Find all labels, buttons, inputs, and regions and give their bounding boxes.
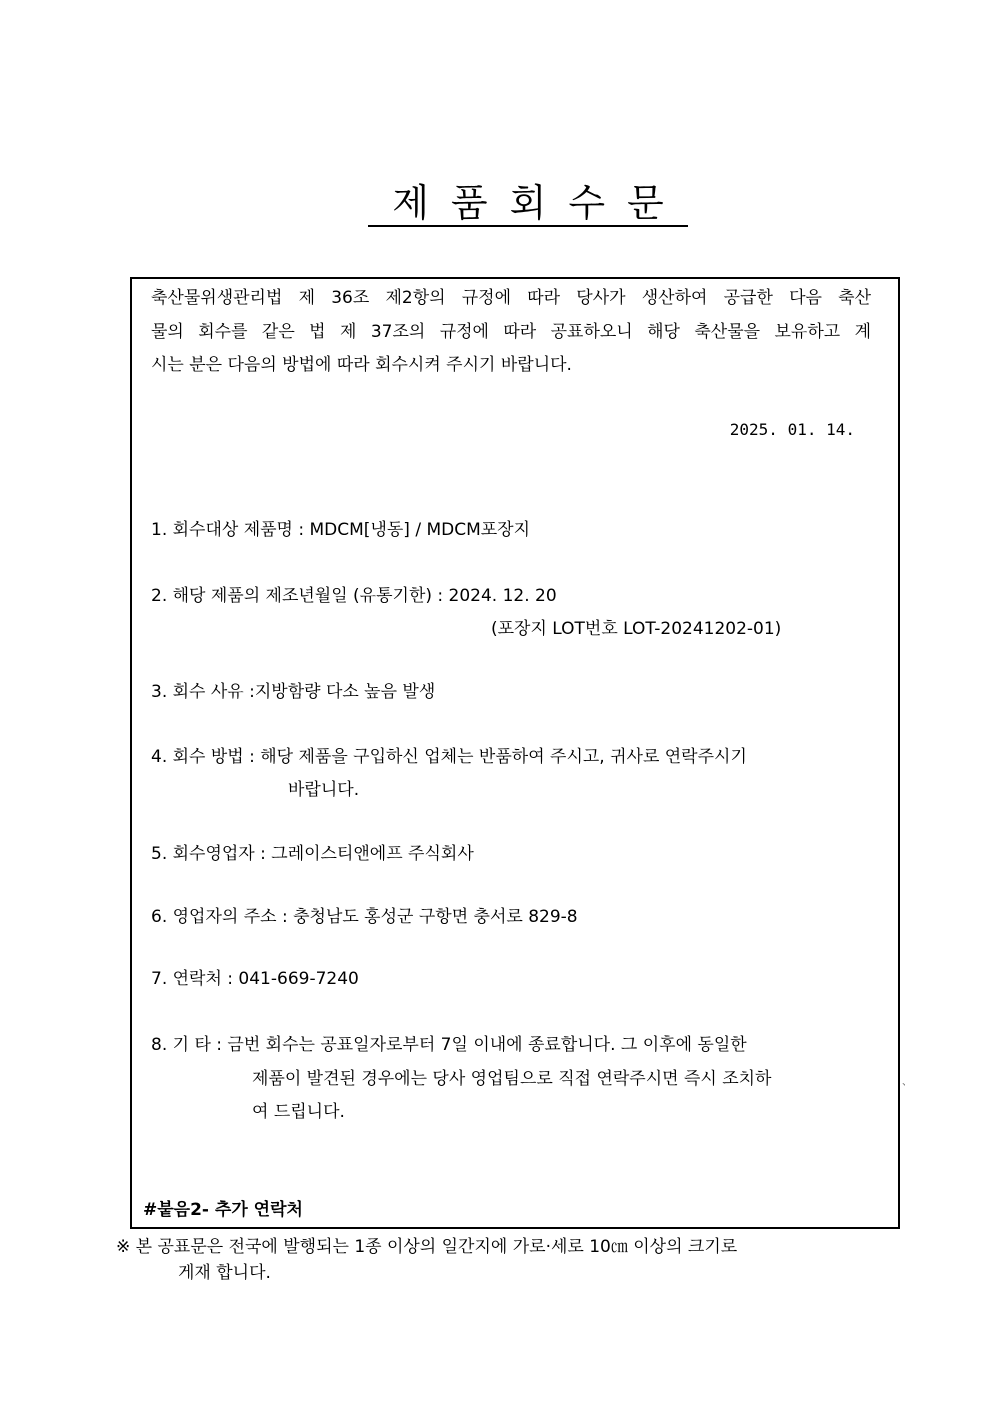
item-8-line-2: 제품이 발견된 경우에는 당사 영업팀으로 직접 연락주시면 즉시 조치하 [252, 1069, 772, 1089]
item-4-line-2: 바랍니다. [288, 780, 360, 800]
item-1: 1. 회수대상 제품명 : MDCM[냉동] / MDCM포장지 [151, 520, 531, 540]
intro-line-1: 축산물위생관리법 제 36조 제2항의 규정에 따라 당사가 생산하여 공급한 다음 축산 [151, 288, 871, 308]
item-2-line-1: 2. 해당 제품의 제조년월일 (유통기한) : 2024. 12. 20 [151, 586, 557, 606]
footnote-line-1: ※ 본 공표문은 전국에 발행되는 1종 이상의 일간지에 가로·세로 10㎝ 이상의 크기로 [116, 1237, 738, 1257]
intro-line-2: 물의 회수를 같은 법 제 37조의 규정에 따라 공표하오니 해당 축산물을 보유하고 계 [151, 322, 871, 342]
attachment-label: #붙음2- 추가 연락처 [143, 1200, 303, 1220]
item-6: 6. 영업자의 주소 : 충청남도 홍성군 구항면 충서로 829-8 [151, 907, 578, 927]
footnote-line-2: 게재 합니다. [178, 1263, 271, 1283]
title-underline [368, 225, 688, 227]
item-2-line-2: (포장지 LOT번호 LOT-20241202-01) [491, 619, 782, 639]
stray-mark: 、 [902, 1077, 912, 1088]
item-8-line-3: 여 드립니다. [252, 1102, 345, 1122]
intro-line-3: 시는 분은 다음의 방법에 따라 회수시켜 주시기 바랍니다. [151, 355, 572, 375]
item-3: 3. 회수 사유 :지방함량 다소 높음 발생 [151, 682, 436, 702]
page-title [368, 180, 688, 226]
item-7: 7. 연락처 : 041-669-7240 [151, 969, 359, 989]
item-4-line-1: 4. 회수 방법 : 해당 제품을 구입하신 업체는 반품하여 주시고, 귀사로 연락주시기 [151, 747, 747, 767]
item-5: 5. 회수영업자 : 그레이스티앤에프 주식회사 [151, 844, 474, 864]
item-8-line-1: 8. 기 타 : 금번 회수는 공표일자로부터 7일 이내에 종료합니다. 그 이후에 동일한 [151, 1035, 747, 1055]
notice-date: 2025. 01. 14. [729, 420, 855, 439]
page-title-text: 제품회수문 [392, 181, 686, 225]
